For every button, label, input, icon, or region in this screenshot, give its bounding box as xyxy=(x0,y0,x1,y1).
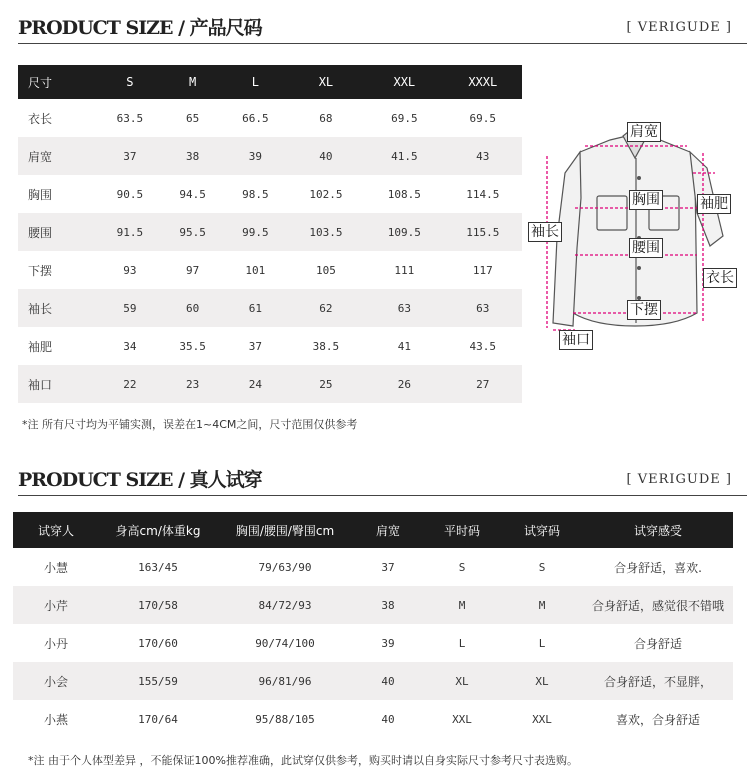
size-value: 38.5 xyxy=(312,339,340,353)
size-value: 43.5 xyxy=(469,339,497,353)
size-value: 99.5 xyxy=(224,213,287,251)
size-section-title: PRODUCT SIZE / 产品尺码 xyxy=(18,17,262,39)
tester-name: 小燕 xyxy=(43,712,68,727)
size-value: 114.5 xyxy=(466,187,500,201)
size-value: 108.5 xyxy=(387,187,421,201)
usual-size: XXL xyxy=(452,712,472,726)
height-weight: 170/64 xyxy=(138,712,178,726)
length-label: 衣长 xyxy=(703,268,737,288)
header-cell: XXXL xyxy=(444,65,522,99)
usual-size: XL xyxy=(423,662,501,700)
size-value: 91.5 xyxy=(99,213,162,251)
tryon-row xyxy=(13,548,733,586)
tryon-table xyxy=(13,512,733,738)
tryon-row xyxy=(13,586,733,624)
measurement-label: 衣长 xyxy=(28,111,53,126)
tester-name: 小慧 xyxy=(43,560,68,575)
sleeve-width-label: 袖肥 xyxy=(697,194,731,214)
tried-size: XXL xyxy=(532,712,552,726)
size-value: 117 xyxy=(472,263,493,277)
size-value: 93 xyxy=(123,263,137,277)
tried-size: M xyxy=(501,586,583,624)
size-value: 68 xyxy=(319,111,333,125)
size-value: 40 xyxy=(287,137,365,175)
shoulder-width: 40 xyxy=(353,662,423,700)
measurement-label: 胸围 xyxy=(28,187,53,202)
size-value: 111 xyxy=(394,263,415,277)
tryon-note: *注 由于个人体型差异 ，不能保证100%推荐准确，此试穿仅供参考，购买时请以自身实际尺寸参考尺寸表选购。 xyxy=(28,754,578,767)
height-weight: 155/59 xyxy=(99,662,217,700)
size-value: 105 xyxy=(315,263,336,277)
body-measurements: 84/72/93 xyxy=(217,586,353,624)
tried-size: XL xyxy=(501,662,583,700)
fit-feedback: 合身舒适 xyxy=(633,636,682,651)
size-value: 94.5 xyxy=(179,187,206,201)
size-value: 65 xyxy=(185,111,200,125)
size-chart-row xyxy=(18,99,522,137)
height-weight: 170/60 xyxy=(138,636,178,650)
size-chart-header-row xyxy=(18,65,522,99)
size-chart-row xyxy=(18,327,522,365)
measurement-label: 袖口 xyxy=(18,365,99,403)
header-cell: XXL xyxy=(365,65,443,99)
tester-name: 小丹 xyxy=(43,636,68,651)
size-chart-row xyxy=(18,137,522,175)
size-value: 34 xyxy=(123,339,137,353)
header-cell: M xyxy=(161,65,224,99)
measurement-label: 袖长 xyxy=(18,289,99,327)
header-cell: 试穿感受 xyxy=(583,512,733,548)
size-value: 115.5 xyxy=(444,213,522,251)
height-weight: 170/58 xyxy=(99,586,217,624)
size-value: 38 xyxy=(161,137,224,175)
size-chart-table xyxy=(18,65,522,403)
shirt-measurement-diagram xyxy=(525,118,750,358)
size-value: 97 xyxy=(185,263,200,277)
size-value: 109.5 xyxy=(365,213,443,251)
measurement-label: 袖肥 xyxy=(28,339,53,354)
tried-size: L xyxy=(538,636,546,650)
size-value: 22 xyxy=(99,365,162,403)
size-chart-row xyxy=(18,289,522,327)
size-chart-row xyxy=(18,175,522,213)
body-measurements: 79/63/90 xyxy=(258,560,312,574)
shoulder-width: 37 xyxy=(381,560,395,574)
size-value: 41 xyxy=(397,339,411,353)
tryon-row xyxy=(13,662,733,700)
size-value: 66.5 xyxy=(242,111,269,125)
header-cell: L xyxy=(224,65,287,99)
size-value: 90.5 xyxy=(116,187,144,201)
header-cell: 胸围/腰围/臀围cm xyxy=(217,512,353,548)
measurement-label: 肩宽 xyxy=(18,137,99,175)
size-value: 25 xyxy=(287,365,365,403)
measurement-label: 下摆 xyxy=(28,263,53,278)
size-chart-row xyxy=(18,251,522,289)
size-value: 23 xyxy=(161,365,224,403)
brand-label: [ VERIGUDE ] xyxy=(626,20,732,35)
size-section-header xyxy=(0,0,750,44)
fit-feedback: 合身舒适，感觉很不错哦 xyxy=(583,586,733,624)
size-value: 60 xyxy=(161,289,224,327)
size-chart-row xyxy=(18,213,522,251)
size-value: 102.5 xyxy=(309,187,343,201)
body-measurements: 96/81/96 xyxy=(217,662,353,700)
size-value: 63.5 xyxy=(116,111,144,125)
chest-label: 胸围 xyxy=(629,190,663,210)
usual-size: L xyxy=(458,636,466,650)
size-value: 59 xyxy=(99,289,162,327)
header-cell: 尺寸 xyxy=(18,65,99,99)
hem-label: 下摆 xyxy=(627,300,661,320)
tried-size: S xyxy=(538,560,546,574)
shoulder-width: 39 xyxy=(381,636,395,650)
header-cell: XL xyxy=(287,65,365,99)
usual-size: S xyxy=(458,560,466,574)
size-value: 101 xyxy=(245,263,266,277)
divider xyxy=(18,43,747,44)
waist-label: 腰围 xyxy=(629,238,663,258)
divider xyxy=(18,495,747,496)
height-weight: 163/45 xyxy=(138,560,178,574)
size-value: 26 xyxy=(365,365,443,403)
tryon-header-row xyxy=(13,512,733,548)
shoulder-width: 40 xyxy=(381,712,395,726)
size-value: 37 xyxy=(248,339,262,353)
cuff-label: 袖口 xyxy=(559,330,593,350)
header-cell: 试穿人 xyxy=(13,512,99,548)
size-value: 35.5 xyxy=(179,339,206,353)
sleeve-length-label: 袖长 xyxy=(528,222,562,242)
body-measurements: 90/74/100 xyxy=(255,636,315,650)
tryon-row xyxy=(13,700,733,738)
tryon-section-header xyxy=(0,452,750,496)
size-value: 39 xyxy=(224,137,287,175)
size-value: 95.5 xyxy=(161,213,224,251)
body-measurements: 95/88/105 xyxy=(255,712,315,726)
tester-name: 小芹 xyxy=(13,586,99,624)
size-value: 27 xyxy=(444,365,522,403)
size-value: 103.5 xyxy=(287,213,365,251)
usual-size: M xyxy=(423,586,501,624)
size-value: 98.5 xyxy=(242,187,269,201)
fit-feedback: 喜欢，合身舒适 xyxy=(615,712,700,727)
shoulder-label: 肩宽 xyxy=(627,122,661,142)
header-cell: 肩宽 xyxy=(353,512,423,548)
size-value: 61 xyxy=(224,289,287,327)
size-chart-row xyxy=(18,365,522,403)
header-cell: 试穿码 xyxy=(501,512,583,548)
size-value: 63 xyxy=(444,289,522,327)
size-value: 37 xyxy=(99,137,162,175)
size-value: 63 xyxy=(365,289,443,327)
header-cell: 身高cm/体重kg xyxy=(99,512,217,548)
shoulder-width: 38 xyxy=(353,586,423,624)
size-note: *注 所有尺寸均为平铺实测，误差在1~4CM之间，尺寸范围仅供参考 xyxy=(22,418,358,431)
fit-feedback: 合身舒适，喜欢. xyxy=(614,560,702,575)
size-value: 43 xyxy=(444,137,522,175)
size-value: 62 xyxy=(287,289,365,327)
size-value: 69.5 xyxy=(391,111,418,125)
tryon-row xyxy=(13,624,733,662)
size-value: 24 xyxy=(224,365,287,403)
header-cell: 平时码 xyxy=(423,512,501,548)
header-cell: S xyxy=(99,65,162,99)
brand-label: [ VERIGUDE ] xyxy=(626,472,732,487)
size-value: 41.5 xyxy=(365,137,443,175)
tester-name: 小会 xyxy=(13,662,99,700)
measurement-label: 腰围 xyxy=(18,213,99,251)
fit-feedback: 合身舒适，不显胖， xyxy=(583,662,733,700)
tryon-section-title: PRODUCT SIZE / 真人试穿 xyxy=(18,469,262,491)
size-value: 69.5 xyxy=(469,111,497,125)
